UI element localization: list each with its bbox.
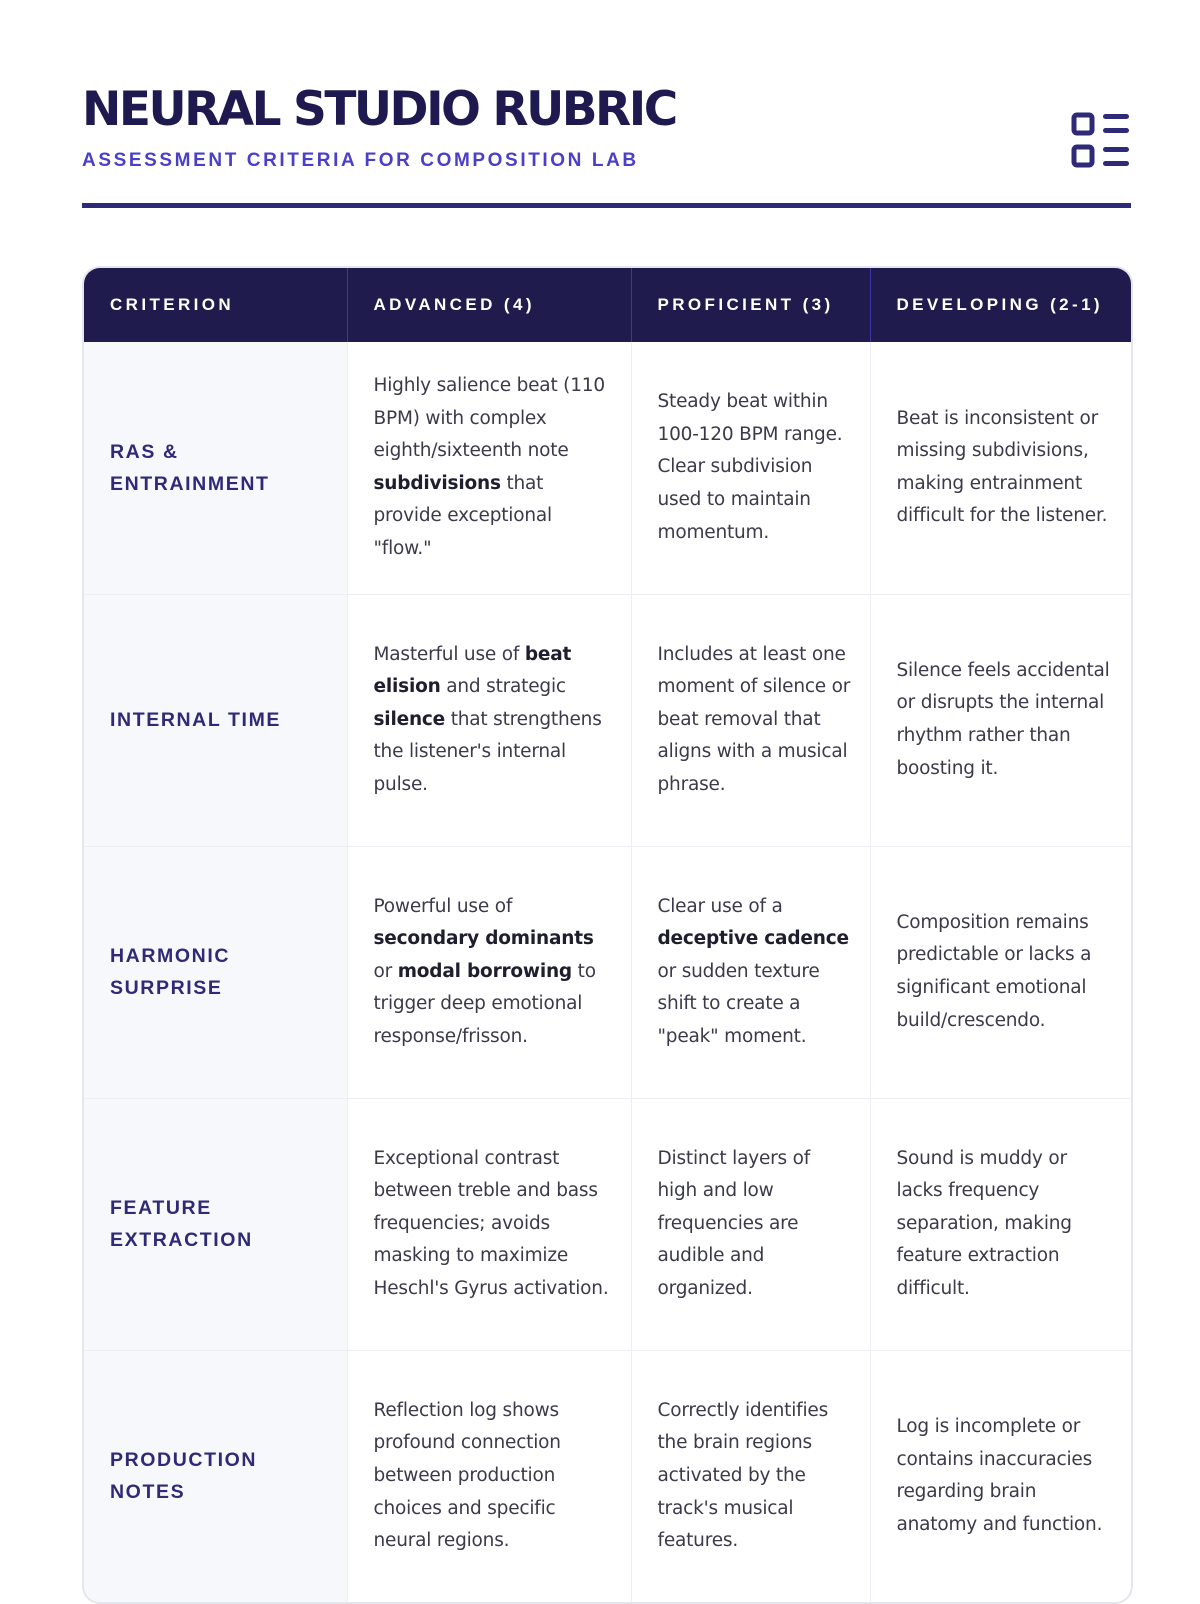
description-text: Reflection log shows profound connection between production choices and specific neural regions. xyxy=(373,1399,561,1552)
description-text: Distinct layers of high and low frequencies are audible and organized. xyxy=(657,1147,811,1299)
developing-cell xyxy=(870,1098,1131,1350)
proficient-cell xyxy=(631,1350,870,1602)
header-criterion: CRITERION xyxy=(84,268,347,342)
criterion-cell: RAS & ENTRAINMENT xyxy=(84,342,347,594)
description-text: Includes at least one moment of silence or beat removal that aligns with a musical phrase. xyxy=(657,643,851,795)
description-text: Beat is inconsistent or missing subdivisions, making entrainment difficult for the listener. xyxy=(896,407,1108,527)
developing-cell xyxy=(870,1350,1131,1602)
criterion-cell: INTERNAL TIME xyxy=(84,594,347,846)
description-text: Composition remains predictable or lacks a significant emotional build/crescendo. xyxy=(896,911,1092,1031)
table-row xyxy=(84,1098,1131,1350)
rubric-table-container xyxy=(82,266,1133,1604)
proficient-cell xyxy=(631,1098,870,1350)
developing-cell xyxy=(870,342,1131,594)
description-text: Steady beat within 100-120 BPM range. Clear subdivision used to maintain momentum. xyxy=(657,391,843,543)
description-text: Powerful use of xyxy=(373,895,513,917)
page-subtitle: ASSESSMENT CRITERIA FOR COMPOSITION LAB xyxy=(82,150,639,171)
advanced-cell xyxy=(347,846,631,1098)
table-body xyxy=(84,342,1131,1602)
table-row xyxy=(84,846,1131,1098)
page-title: NEURAL STUDIO RUBRIC xyxy=(82,82,676,137)
description-text: Clear use of a xyxy=(657,895,783,917)
description-text: and strategic xyxy=(440,676,566,698)
description-text: or xyxy=(373,960,398,982)
proficient-cell xyxy=(631,846,870,1098)
proficient-cell xyxy=(631,342,870,594)
criterion-cell: FEATURE EXTRACTION xyxy=(84,1098,347,1350)
advanced-cell xyxy=(347,342,631,594)
criterion-cell: HARMONIC SURPRISE xyxy=(84,846,347,1098)
developing-cell xyxy=(870,594,1131,846)
emphasis-text: beat elision xyxy=(373,643,572,698)
emphasis-text: silence xyxy=(373,708,446,730)
emphasis-text: deceptive cadence xyxy=(657,928,849,950)
developing-cell xyxy=(870,846,1131,1098)
emphasis-text: modal borrowing xyxy=(397,960,572,982)
description-text: Masterful use of xyxy=(373,643,525,665)
description-text: or sudden texture shift to create a "peak" moment. xyxy=(657,960,820,1047)
description-text: Sound is muddy or lacks frequency separation, making feature extraction difficult. xyxy=(896,1147,1072,1299)
description-text: to trigger deep emotional response/frisson. xyxy=(373,960,596,1047)
header-developing: DEVELOPING (2-1) xyxy=(870,268,1131,342)
table-row xyxy=(84,594,1131,846)
header-advanced: ADVANCED (4) xyxy=(347,268,631,342)
description-text: Highly salience beat (110 BPM) with complex eighth/sixteenth note xyxy=(373,374,605,462)
table-header-row xyxy=(84,268,1131,342)
advanced-cell xyxy=(347,594,631,846)
header-divider xyxy=(82,203,1131,208)
header-proficient: PROFICIENT (3) xyxy=(631,268,870,342)
list-icon xyxy=(1071,112,1131,170)
emphasis-text: secondary dominants xyxy=(373,928,594,950)
table-row xyxy=(84,342,1131,594)
description-text: Silence feels accidental or disrupts the internal rhythm rather than boosting it. xyxy=(896,659,1110,779)
emphasis-text: subdivisions xyxy=(373,472,501,494)
advanced-cell xyxy=(347,1098,631,1350)
proficient-cell xyxy=(631,594,870,846)
rubric-page xyxy=(82,0,1131,1552)
description-text: that strengthens the listener's internal pulse. xyxy=(373,708,602,795)
criterion-cell: PRODUCTION NOTES xyxy=(84,1350,347,1602)
description-text: Exceptional contrast between treble and bass frequencies; avoids masking to maximize Heschl's Gyrus activation. xyxy=(373,1147,609,1299)
table-row xyxy=(84,1350,1131,1602)
page-header xyxy=(82,0,1131,208)
description-text: Correctly identifies the brain regions activated by the track's musical features. xyxy=(657,1399,829,1552)
advanced-cell xyxy=(347,1350,631,1602)
description-text: that provide exceptional "flow." xyxy=(373,472,552,559)
rubric-table xyxy=(84,268,1131,1602)
description-text: Log is incomplete or contains inaccuracies regarding brain anatomy and function. xyxy=(896,1416,1103,1535)
